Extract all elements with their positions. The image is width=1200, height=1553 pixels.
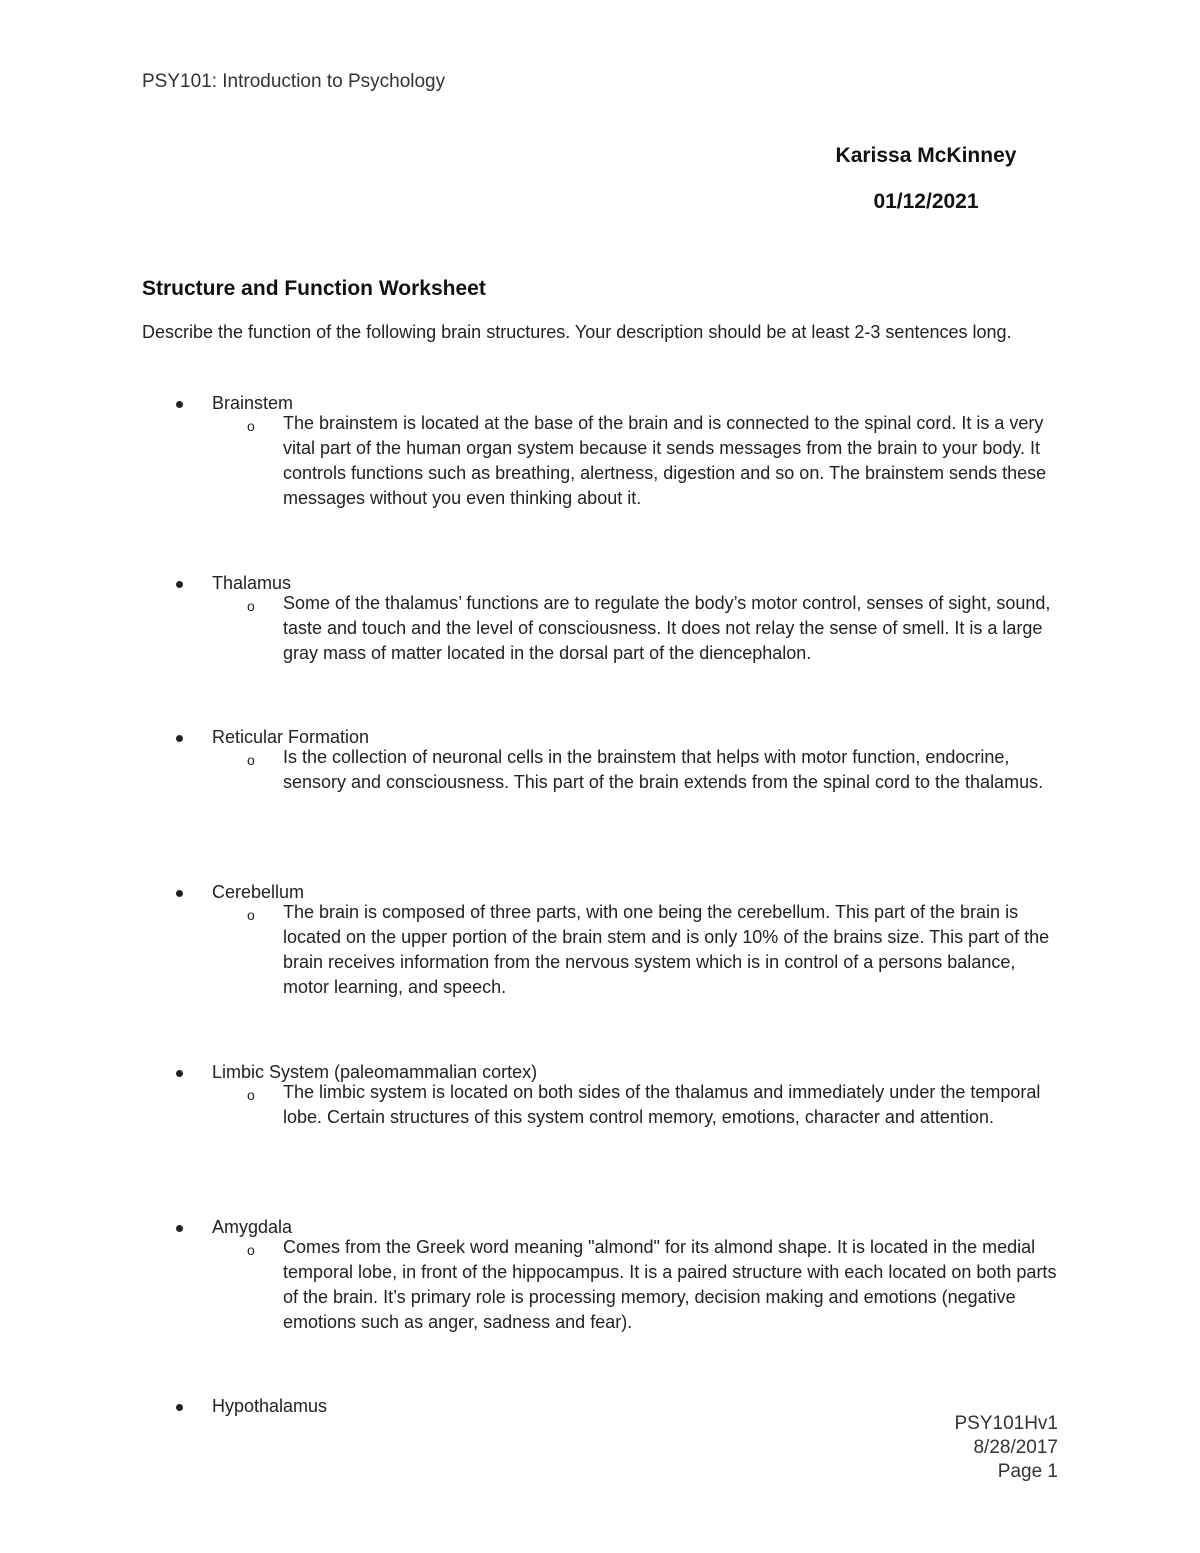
- topic-description: Is the collection of neuronal cells in the brainstem that helps with motor function, endocrine, sensory and consciousness. This part of the brain extends from the spinal cord to the thalamus.: [283, 747, 1044, 792]
- sub-bullet-icon: o: [247, 1087, 255, 1103]
- bullet-icon: [176, 1404, 183, 1411]
- bullet-icon: [176, 890, 183, 897]
- bullet-icon: [176, 735, 183, 742]
- sub-bullet-icon: o: [247, 907, 255, 923]
- topic-name: Cerebellum: [212, 882, 305, 902]
- worksheet-title: Structure and Function Worksheet: [142, 277, 486, 300]
- document-code: PSY101Hv1: [954, 1413, 1058, 1434]
- page-footer: [860, 1412, 1058, 1484]
- bullet-icon: [176, 401, 183, 408]
- topic-description: The brain is composed of three parts, with one being the cerebellum. This part of the brain is located on the upper portion of the brain stem and is only 10% of the brains size. This part of the brain receives information from the nervous system which is in control of a persons balance, motor learning, and speech.: [283, 902, 1050, 997]
- bullet-icon: [176, 1070, 183, 1077]
- course-header: PSY101: Introduction to Psychology: [142, 71, 446, 92]
- sub-bullet-icon: o: [247, 752, 255, 768]
- sub-bullet-icon: o: [247, 1242, 255, 1258]
- submission-date: 01/12/2021: [873, 190, 979, 213]
- topic-description: Comes from the Greek word meaning "almond" for its almond shape. It is located in the medial temporal lobe, in front of the hippocampus. It is a paired structure with each located on both parts of the brain. It’s primary role is processing memory, decision making and emotions (negative emotions such as anger, sadness and fear).: [283, 1237, 1057, 1332]
- topic-name: Hypothalamus: [212, 1396, 328, 1416]
- topic-name: Thalamus: [212, 573, 292, 593]
- author-name: Karissa McKinney: [835, 144, 1017, 167]
- topic-name: Brainstem: [212, 393, 294, 413]
- sub-bullet-icon: o: [247, 598, 255, 614]
- author-block: [800, 143, 1052, 215]
- bullet-icon: [176, 1225, 183, 1232]
- topic-name: Reticular Formation: [212, 727, 370, 747]
- bullet-icon: [176, 581, 183, 588]
- topic-description: The brainstem is located at the base of the brain and is connected to the spinal cord. It is a very vital part of the human organ system because it sends messages from the brain to your body. It controls functions such as breathing, alertness, digestion and so on. The brainstem sends these messages without you even thinking about it.: [283, 413, 1047, 508]
- topic-description: Some of the thalamus’ functions are to regulate the body’s motor control, senses of sight, sound, taste and touch and the level of consciousness. It does not relay the sense of smell. It is a large gray mass of matter located in the dorsal part of the diencephalon.: [283, 593, 1051, 663]
- topic-description: The limbic system is located on both sides of the thalamus and immediately under the temporal lobe. Certain structures of this system control memory, emotions, character and attention.: [283, 1082, 1041, 1127]
- topic-name: Limbic System (paleomammalian cortex): [212, 1062, 538, 1082]
- sub-bullet-icon: o: [247, 418, 255, 434]
- worksheet-instructions: Describe the function of the following brain structures. Your description should be at least 2-3 sentences long.: [142, 322, 1012, 342]
- topic-name: Amygdala: [212, 1217, 293, 1237]
- page-number: Page 1: [997, 1461, 1058, 1482]
- version-date: 8/28/2017: [973, 1437, 1058, 1458]
